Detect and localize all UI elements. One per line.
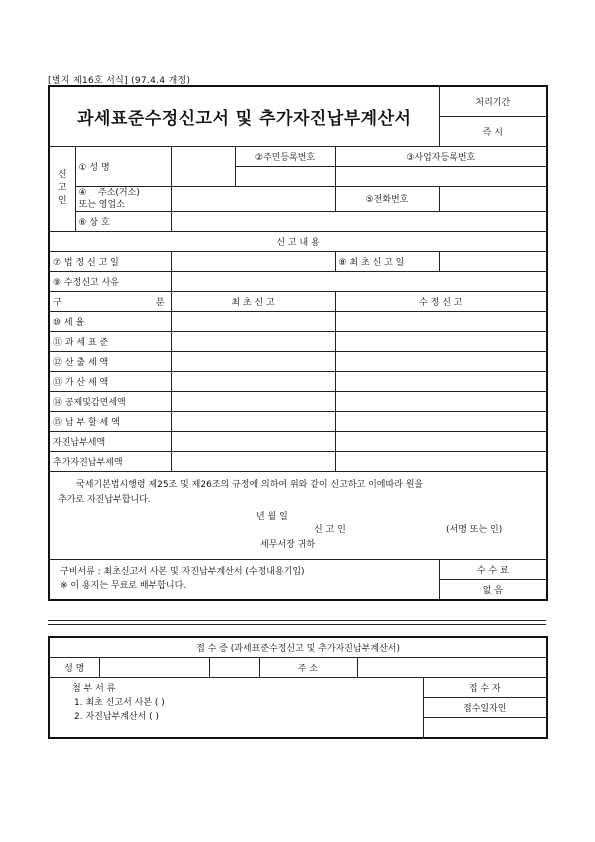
receipt-address-field[interactable] — [357, 658, 547, 678]
category-header — [49, 291, 171, 311]
row-tax-payable-initial[interactable] — [171, 411, 335, 431]
address-field[interactable] — [171, 186, 335, 211]
phone-label: ⑤전화번호 — [335, 186, 439, 211]
receipt-item-1: 1. 최초 신고서 사본 ( ) — [74, 698, 165, 708]
name-label: ① 성 명 — [75, 146, 171, 186]
first-date-label: ⑧ 최 초 신 고 일 — [335, 251, 439, 271]
amended-return-form — [48, 85, 548, 601]
row-tax-base-label: ⑪ 과 세 표 준 — [49, 331, 171, 351]
legal-date-field[interactable] — [171, 251, 335, 271]
address-number: ④ — [78, 187, 87, 198]
receipt-name-field[interactable] — [99, 658, 209, 678]
row-computed-tax-label: ⑫ 산 출 세 액 — [49, 351, 171, 371]
row-extra-self-payment-initial[interactable] — [171, 451, 335, 471]
name-field[interactable] — [171, 146, 235, 186]
row-additional-tax-amended[interactable] — [335, 371, 547, 391]
row-self-payment-initial[interactable] — [171, 431, 335, 451]
row-tax-base-initial[interactable] — [171, 331, 335, 351]
processing-period-label: 처리기간 — [439, 86, 547, 116]
amended-report-header: 수 정 신 고 — [335, 291, 547, 311]
receipt-address-label: 주 소 — [259, 658, 357, 678]
attachments-block — [49, 559, 439, 600]
receipt-form — [48, 636, 548, 739]
cut-line-top — [48, 620, 546, 621]
legal-date-label: ⑦ 법 정 신 고 일 — [49, 251, 171, 271]
category-header-a: 구 — [53, 297, 62, 308]
row-deduction-initial[interactable] — [171, 391, 335, 411]
first-date-field[interactable] — [439, 251, 547, 271]
address-label-b: 또는 영업소 — [78, 199, 125, 210]
row-tax-rate-label: ⑩ 세 율 — [49, 311, 171, 331]
form-title: 과세표준수정신고서 및 추가자진납부계산서 — [49, 86, 439, 146]
attachments-text: 구비서류 : 최초신고서 사본 및 자진납부계산서 (수정내용기입) — [60, 567, 305, 577]
row-additional-tax-initial[interactable] — [171, 371, 335, 391]
receiver-label: 접 수 자 — [423, 678, 547, 698]
row-additional-tax-label: ⑬ 가 산 세 액 — [49, 371, 171, 391]
fee-value: 없 음 — [439, 579, 547, 600]
receipt-attachments — [49, 678, 423, 739]
form-header: [별지 제16호 서식] (97.4.4 개정) — [48, 76, 191, 86]
business-number-label: ③사업자등록번호 — [335, 146, 547, 166]
resident-number-field[interactable] — [235, 166, 335, 186]
initial-report-header: 최 초 신 고 — [171, 291, 335, 311]
resident-number-label: ②주민등록번호 — [235, 146, 335, 166]
declaration-block — [49, 471, 547, 559]
row-computed-tax-initial[interactable] — [171, 351, 335, 371]
row-extra-self-payment-amended[interactable] — [335, 451, 547, 471]
row-self-payment-amended[interactable] — [335, 431, 547, 451]
row-tax-rate-amended[interactable] — [335, 311, 547, 331]
declaration-line-2: 추가로 자진납부합니다. — [58, 494, 151, 505]
declaration-filer: 신 고 인 — [314, 524, 346, 535]
row-tax-rate-initial[interactable] — [171, 311, 335, 331]
fee-label: 수 수 료 — [439, 559, 547, 579]
row-tax-payable-label: ⑮ 납 부 할 세 액 — [49, 411, 171, 431]
declaration-sign: (서명 또는 인) — [446, 524, 503, 535]
trade-name-field[interactable] — [171, 211, 547, 231]
category-header-b: 분 — [155, 297, 165, 308]
free-note: ※ 이 용지는 무료로 배부합니다. — [60, 581, 187, 591]
receipt-item-2: 2. 자진납부계산서 ( ) — [74, 712, 160, 722]
declaration-office: 세무서장 귀하 — [260, 539, 316, 550]
address-label-a: 주소(거소) — [98, 187, 140, 198]
row-tax-payable-amended[interactable] — [335, 411, 547, 431]
phone-field[interactable] — [439, 186, 547, 211]
declaration-date: 년 월 일 — [256, 511, 288, 522]
filer-section-label: 신 고 인 — [49, 146, 75, 231]
row-self-payment-label: 자진납부세액 — [49, 431, 171, 451]
receipt-date-stamp-label: 접수일자인 — [423, 698, 547, 718]
processing-period-value: 즉 시 — [439, 116, 547, 146]
amend-reason-label: ⑨ 수정신고 사유 — [49, 271, 171, 291]
receipt-title: 접 수 증 (과세표준수정신고 및 추가자진납부계산서) — [49, 637, 547, 658]
row-deduction-label: ⑭ 공제및감면세액 — [49, 391, 171, 411]
amend-reason-field[interactable] — [171, 271, 547, 291]
receipt-attach-title: 첨 부 서 류 — [72, 684, 116, 694]
business-number-field[interactable] — [335, 166, 547, 186]
row-computed-tax-amended[interactable] — [335, 351, 547, 371]
address-label — [75, 186, 171, 211]
declaration-line-1: 국세기본법시행령 제25조 및 제26조의 규정에 의하여 위와 같이 신고하고 이에따라 원을 — [76, 479, 424, 490]
receipt-name-label: 성 명 — [49, 658, 99, 678]
trade-name-label: ⑥ 상 호 — [75, 211, 171, 231]
row-deduction-amended[interactable] — [335, 391, 547, 411]
content-header: 신 고 내 용 — [49, 231, 547, 251]
cut-line-bottom — [48, 624, 546, 625]
row-extra-self-payment-label: 추가자진납부세액 — [49, 451, 171, 471]
receipt-date-stamp-field[interactable] — [423, 718, 547, 739]
row-tax-base-amended[interactable] — [335, 331, 547, 351]
